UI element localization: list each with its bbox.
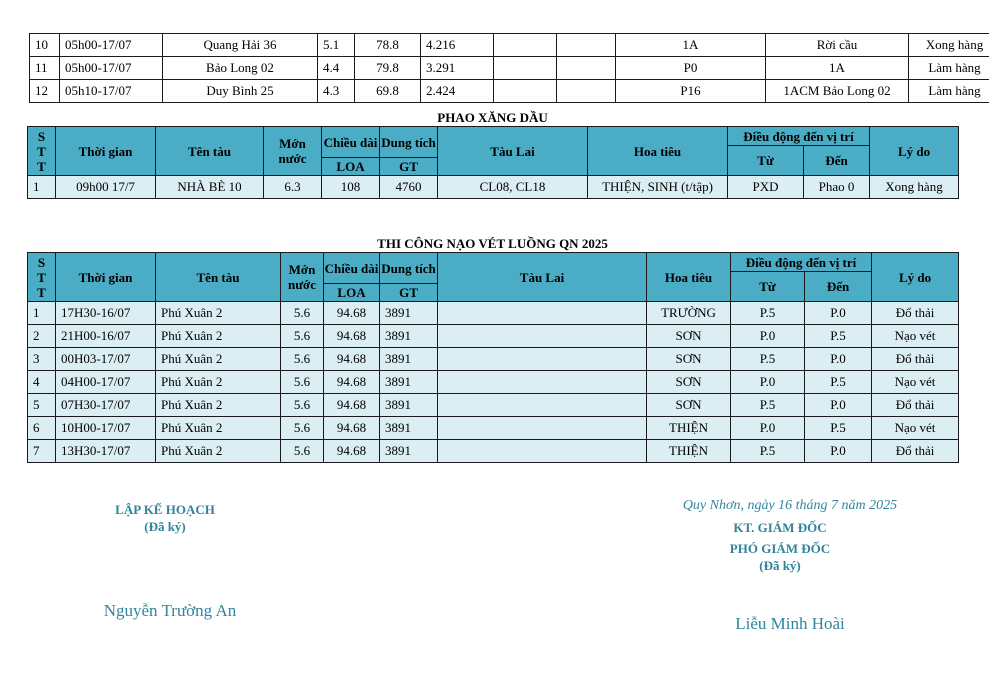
table-row <box>28 348 959 371</box>
cell-tug <box>438 348 647 371</box>
left-sign-title: LẬP KẾ HOẠCH <box>115 502 215 517</box>
cell-gt: 2.424 <box>421 80 494 103</box>
cell-stt: 5 <box>28 394 56 417</box>
cell-draft: 5.6 <box>281 440 324 463</box>
cell-loa: 78.8 <box>355 34 421 57</box>
cell-gt: 3891 <box>380 371 438 394</box>
cell-pilot: SƠN <box>647 394 731 417</box>
cell-gt: 3891 <box>380 394 438 417</box>
table-row <box>28 302 959 325</box>
cell-time: 10H00-17/07 <box>56 417 156 440</box>
header-time: Thời gian <box>56 127 156 176</box>
header-to: Đến <box>804 146 870 176</box>
header-tug: Tàu Lai <box>438 127 588 176</box>
cell-draft: 5.6 <box>281 417 324 440</box>
cell-gt: 3891 <box>380 440 438 463</box>
cell-from: P.0 <box>731 325 805 348</box>
cell-from: P16 <box>616 80 766 103</box>
cell-reason: Đổ thải <box>872 348 959 371</box>
top-schedule-table <box>29 33 989 103</box>
left-sign-name: Nguyễn Trường An <box>103 601 237 620</box>
header-move: Điều động đến vị trí <box>731 253 872 272</box>
table-row <box>28 371 959 394</box>
cell-pilot: SƠN <box>647 371 731 394</box>
cell-loa: 108 <box>322 176 380 199</box>
header-pilot: Hoa tiêu <box>647 253 731 302</box>
cell-to: Rời cầu <box>766 34 909 57</box>
header-tug: Tàu Lai <box>438 253 647 302</box>
cell-loa: 94.68 <box>324 302 380 325</box>
cell-gt: 4.216 <box>421 34 494 57</box>
header-draft: Mớn nước <box>281 253 324 302</box>
cell-time: 05h00-17/07 <box>60 34 163 57</box>
header-reason: Lý do <box>872 253 959 302</box>
right-sign-name: Liễu Minh Hoài <box>735 614 845 633</box>
cell-to: P.5 <box>805 371 872 394</box>
cell-to: Phao 0 <box>804 176 870 199</box>
cell-loa: 94.68 <box>324 440 380 463</box>
section-title-dredging: THI CÔNG NẠO VÉT LUỒNG QN 2025 <box>377 236 608 251</box>
cell-pilot: THIỆN <box>647 440 731 463</box>
cell-to: P.5 <box>805 417 872 440</box>
cell-c8 <box>557 57 616 80</box>
cell-reason: Làm hàng <box>909 57 989 80</box>
cell-ship: Bảo Long 02 <box>163 57 318 80</box>
table-row <box>30 80 989 103</box>
header-capacity: Dung tích <box>380 253 438 284</box>
cell-time: 21H00-16/07 <box>56 325 156 348</box>
table-row <box>28 417 959 440</box>
header-from: Từ <box>731 272 805 302</box>
fuel-buoy-table <box>27 126 959 199</box>
right-sign-title2: PHÓ GIÁM ĐỐC <box>729 541 831 556</box>
header-time: Thời gian <box>56 253 156 302</box>
cell-to: P.5 <box>805 325 872 348</box>
dredging-table <box>27 252 959 463</box>
cell-to: P.0 <box>805 394 872 417</box>
section-title-fuel-buoy: PHAO XĂNG DẦU <box>437 110 548 125</box>
cell-reason: Xong hàng <box>870 176 959 199</box>
cell-draft: 5.6 <box>281 302 324 325</box>
cell-time: 09h00 17/7 <box>56 176 156 199</box>
right-sign-signed: (Đã ký) <box>759 558 801 573</box>
cell-reason: Đổ thải <box>872 440 959 463</box>
header-ship: Tên tàu <box>156 253 281 302</box>
cell-draft: 5.6 <box>281 371 324 394</box>
cell-from: P.5 <box>731 394 805 417</box>
cell-reason: Đổ thải <box>872 302 959 325</box>
cell-draft: 6.3 <box>264 176 322 199</box>
cell-c7 <box>494 57 557 80</box>
cell-time: 04H00-17/07 <box>56 371 156 394</box>
table-row <box>30 34 989 57</box>
cell-draft: 4.3 <box>318 80 355 103</box>
cell-gt: 4760 <box>380 176 438 199</box>
cell-from: P.5 <box>731 440 805 463</box>
header-stt: S T T <box>28 253 56 302</box>
cell-stt: 10 <box>30 34 60 57</box>
cell-stt: 2 <box>28 325 56 348</box>
right-sign-title1: KT. GIÁM ĐỐC <box>733 520 827 535</box>
cell-stt: 11 <box>30 57 60 80</box>
cell-ship: Phú Xuân 2 <box>156 302 281 325</box>
cell-ship: Phú Xuân 2 <box>156 394 281 417</box>
cell-reason: Nạo vét <box>872 371 959 394</box>
cell-reason: Đổ thải <box>872 394 959 417</box>
cell-ship: Phú Xuân 2 <box>156 325 281 348</box>
cell-tug <box>438 394 647 417</box>
cell-loa: 94.68 <box>324 325 380 348</box>
header-draft: Mớn nước <box>264 127 322 176</box>
header-pilot: Hoa tiêu <box>588 127 728 176</box>
cell-gt: 3891 <box>380 325 438 348</box>
header-gt: GT <box>380 284 438 302</box>
header-length: Chiều dài <box>322 127 380 158</box>
cell-stt: 4 <box>28 371 56 394</box>
cell-stt: 1 <box>28 176 56 199</box>
left-sign-signed: (Đã ký) <box>144 519 186 534</box>
cell-time: 07H30-17/07 <box>56 394 156 417</box>
cell-time: 00H03-17/07 <box>56 348 156 371</box>
table-row <box>30 57 989 80</box>
cell-draft: 5.6 <box>281 325 324 348</box>
cell-to: P.0 <box>805 348 872 371</box>
header-loa: LOA <box>324 284 380 302</box>
cell-time: 17H30-16/07 <box>56 302 156 325</box>
cell-loa: 69.8 <box>355 80 421 103</box>
table-row <box>28 440 959 463</box>
cell-ship: Duy Bình 25 <box>163 80 318 103</box>
table-row <box>28 176 959 199</box>
cell-time: 05h00-17/07 <box>60 57 163 80</box>
cell-from: P.0 <box>731 417 805 440</box>
cell-loa: 94.68 <box>324 348 380 371</box>
cell-ship: Phú Xuân 2 <box>156 348 281 371</box>
cell-tug <box>438 417 647 440</box>
cell-from: P.0 <box>731 371 805 394</box>
cell-ship: Phú Xuân 2 <box>156 440 281 463</box>
cell-c8 <box>557 34 616 57</box>
cell-time: 05h10-17/07 <box>60 80 163 103</box>
cell-pilot: SƠN <box>647 325 731 348</box>
cell-loa: 94.68 <box>324 417 380 440</box>
cell-loa: 94.68 <box>324 394 380 417</box>
cell-c8 <box>557 80 616 103</box>
cell-gt: 3891 <box>380 417 438 440</box>
header-gt: GT <box>380 158 438 176</box>
cell-reason: Nạo vét <box>872 417 959 440</box>
header-move: Điều động đến vị trí <box>728 127 870 146</box>
header-length: Chiều dài <box>324 253 380 284</box>
cell-tug <box>438 440 647 463</box>
header-ship: Tên tàu <box>156 127 264 176</box>
cell-ship: NHÀ BÈ 10 <box>156 176 264 199</box>
cell-ship: Phú Xuân 2 <box>156 417 281 440</box>
cell-pilot: THIỆN, SINH (t/tập) <box>588 176 728 199</box>
cell-reason: Làm hàng <box>909 80 989 103</box>
cell-from: P.5 <box>731 348 805 371</box>
table-row <box>28 394 959 417</box>
cell-tug: CL08, CL18 <box>438 176 588 199</box>
cell-to: 1ACM Bảo Long 02 <box>766 80 909 103</box>
cell-to: 1A <box>766 57 909 80</box>
cell-loa: 79.8 <box>355 57 421 80</box>
cell-pilot: SƠN <box>647 348 731 371</box>
cell-time: 13H30-17/07 <box>56 440 156 463</box>
cell-pilot: TRƯỜNG <box>647 302 731 325</box>
cell-tug <box>438 325 647 348</box>
cell-stt: 6 <box>28 417 56 440</box>
cell-c7 <box>494 80 557 103</box>
cell-draft: 4.4 <box>318 57 355 80</box>
cell-loa: 94.68 <box>324 371 380 394</box>
cell-from: P0 <box>616 57 766 80</box>
cell-draft: 5.1 <box>318 34 355 57</box>
cell-tug <box>438 371 647 394</box>
cell-stt: 12 <box>30 80 60 103</box>
cell-tug <box>438 302 647 325</box>
cell-stt: 7 <box>28 440 56 463</box>
cell-gt: 3891 <box>380 348 438 371</box>
right-sign-date: Quy Nhơn, ngày 16 tháng 7 năm 2025 <box>682 498 898 513</box>
cell-from: 1A <box>616 34 766 57</box>
cell-pilot: THIỆN <box>647 417 731 440</box>
cell-to: P.0 <box>805 302 872 325</box>
cell-gt: 3.291 <box>421 57 494 80</box>
cell-stt: 3 <box>28 348 56 371</box>
header-reason: Lý do <box>870 127 959 176</box>
cell-from: P.5 <box>731 302 805 325</box>
header-to: Đến <box>805 272 872 302</box>
header-stt: S T T <box>28 127 56 176</box>
cell-ship: Quang Hải 36 <box>163 34 318 57</box>
cell-draft: 5.6 <box>281 348 324 371</box>
cell-draft: 5.6 <box>281 394 324 417</box>
cell-reason: Nạo vét <box>872 325 959 348</box>
cell-gt: 3891 <box>380 302 438 325</box>
header-from: Từ <box>728 146 804 176</box>
cell-ship: Phú Xuân 2 <box>156 371 281 394</box>
header-capacity: Dung tích <box>380 127 438 158</box>
cell-stt: 1 <box>28 302 56 325</box>
cell-to: P.0 <box>805 440 872 463</box>
table-row <box>28 325 959 348</box>
cell-reason: Xong hàng <box>909 34 989 57</box>
header-loa: LOA <box>322 158 380 176</box>
cell-c7 <box>494 34 557 57</box>
cell-from: PXD <box>728 176 804 199</box>
